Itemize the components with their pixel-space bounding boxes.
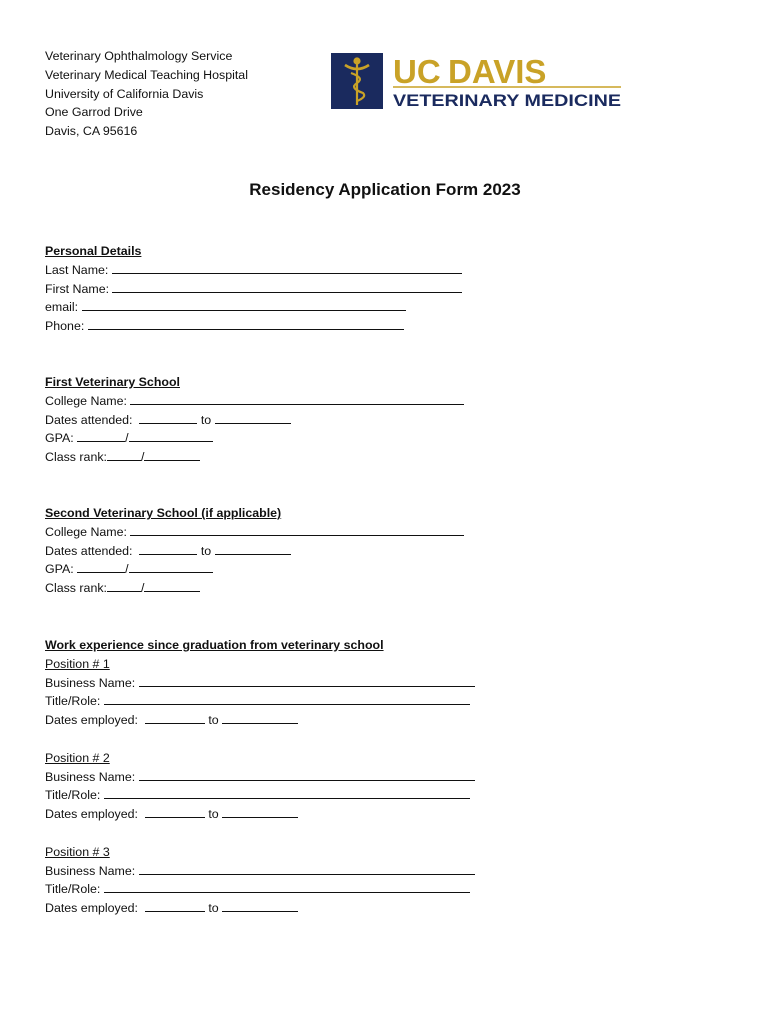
gpa-label: GPA: (45, 562, 74, 577)
position-label: Position # 3 (45, 844, 110, 859)
title-role-field[interactable] (104, 693, 470, 705)
dates-to-field[interactable] (222, 806, 298, 818)
dates-to-field[interactable] (222, 712, 298, 724)
phone-row (45, 317, 462, 336)
business-field[interactable] (139, 675, 475, 687)
title-role-row (45, 880, 475, 899)
class-size-field[interactable] (144, 580, 200, 592)
first-name-row (45, 280, 462, 299)
first-name-field[interactable] (112, 281, 462, 293)
dates-to-field[interactable] (222, 900, 298, 912)
dates-to-label: to (208, 807, 219, 822)
college-field[interactable] (130, 393, 464, 405)
dates-from-field[interactable] (145, 712, 205, 724)
first-school-section (45, 373, 464, 467)
dates-label: Dates attended: (45, 543, 133, 558)
first-name-label: First Name: (45, 281, 110, 296)
gpa-row (45, 560, 464, 579)
section-heading: Work experience since graduation from veterinary school (45, 638, 384, 652)
dates-row (45, 542, 464, 561)
business-label: Business Name: (45, 675, 136, 690)
address-line: Veterinary Ophthalmology Service (45, 49, 233, 63)
college-label: College Name: (45, 393, 127, 408)
dates-from-field[interactable] (145, 900, 205, 912)
address-line: One Garrod Drive (45, 105, 143, 120)
position-block (45, 749, 475, 824)
class-rank-field[interactable] (107, 449, 141, 461)
position-block (45, 655, 475, 730)
last-name-row (45, 261, 462, 280)
dates-employed-row (45, 711, 475, 730)
class-rank-slash: / (140, 581, 145, 596)
gpa-scale-field[interactable] (129, 430, 213, 442)
gpa-field[interactable] (77, 430, 125, 442)
title-role-label: Title/Role: (45, 694, 101, 709)
business-label: Business Name: (45, 863, 136, 878)
dates-from-field[interactable] (145, 806, 205, 818)
address-line: Veterinary Medical Teaching Hospital (45, 67, 248, 82)
business-row (45, 862, 475, 881)
title-role-row (45, 786, 475, 805)
college-field[interactable] (130, 524, 464, 536)
business-field[interactable] (139, 769, 475, 781)
gpa-slash: / (125, 431, 129, 446)
personal-details-section (45, 242, 462, 336)
title-role-label: Title/Role: (45, 788, 101, 803)
phone-field[interactable] (88, 318, 404, 330)
business-row (45, 674, 475, 693)
gpa-scale-field[interactable] (129, 561, 213, 573)
logo-uc-text: UC (393, 53, 441, 90)
dates-to-label: to (200, 543, 212, 558)
address-line: Davis, CA 95616 (45, 124, 138, 139)
class-rank-row (45, 579, 464, 598)
position-label: Position # 2 (45, 750, 110, 765)
gpa-row (45, 429, 464, 448)
dates-to-field[interactable] (215, 412, 291, 424)
dates-to-label: to (200, 412, 212, 427)
position-label: Position # 1 (45, 656, 110, 671)
college-row (45, 392, 464, 411)
class-rank-label: Class rank: (45, 450, 107, 465)
title-role-field[interactable] (104, 787, 470, 799)
college-row (45, 523, 464, 542)
class-rank-label: Class rank: (45, 581, 107, 596)
dates-employed-label: Dates employed: (45, 901, 138, 916)
gpa-slash: / (125, 562, 129, 577)
section-heading: Personal Details (45, 244, 142, 258)
dates-employed-row (45, 805, 475, 824)
title-role-field[interactable] (104, 881, 470, 893)
email-field[interactable] (82, 299, 406, 311)
business-row (45, 768, 475, 787)
title-role-row (45, 692, 475, 711)
logo-subtitle-text: VETERINARY MEDICINE (393, 92, 621, 109)
section-heading: Second Veterinary School (if applicable) (45, 506, 282, 520)
last-name-field[interactable] (112, 262, 462, 274)
phone-label: Phone: (45, 319, 85, 334)
dates-from-field[interactable] (139, 543, 197, 555)
position-block (45, 843, 475, 918)
dates-employed-row (45, 899, 475, 918)
dates-to-label: to (208, 901, 219, 916)
business-label: Business Name: (45, 769, 136, 784)
title-role-label: Title/Role: (45, 882, 101, 897)
gpa-label: GPA: (45, 431, 74, 446)
email-row (45, 298, 462, 317)
business-field[interactable] (139, 863, 475, 875)
second-school-section (45, 504, 464, 598)
address-line: University of California Davis (45, 86, 204, 101)
dates-from-field[interactable] (139, 412, 197, 424)
logo-davis-text: DAVIS (448, 53, 547, 90)
dates-row (45, 411, 464, 430)
work-experience-section (45, 636, 475, 918)
section-heading: First Veterinary School (45, 375, 180, 389)
dates-label: Dates attended: (45, 412, 133, 427)
email-label: email: (45, 300, 79, 315)
dates-to-label: to (208, 713, 219, 728)
college-label: College Name: (45, 524, 127, 539)
uc-davis-logo (331, 53, 623, 109)
class-rank-slash: / (140, 450, 145, 465)
address-block (45, 47, 248, 141)
dates-employed-label: Dates employed: (45, 713, 138, 728)
dates-to-field[interactable] (215, 543, 291, 555)
gpa-field[interactable] (77, 561, 125, 573)
last-name-label: Last Name: (45, 262, 109, 277)
class-rank-row (45, 448, 464, 467)
dates-employed-label: Dates employed: (45, 807, 138, 822)
class-size-field[interactable] (144, 449, 200, 461)
class-rank-field[interactable] (107, 580, 141, 592)
page-title: Residency Application Form 2023 (249, 180, 521, 199)
